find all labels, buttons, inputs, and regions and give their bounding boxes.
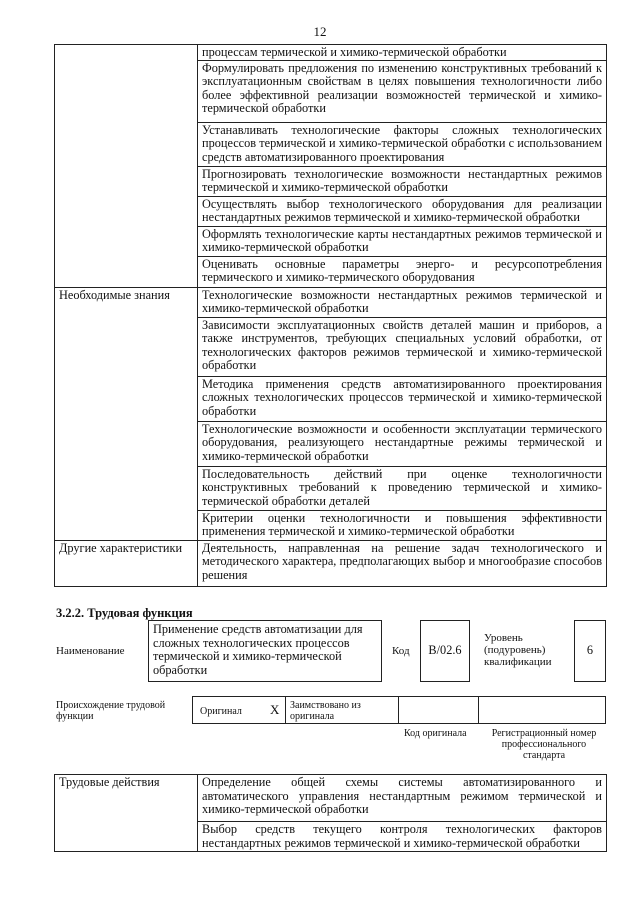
origin-box <box>192 696 606 724</box>
knowledge-cell: Зависимости эксплуатационных свойств деталей машин и приборов, а также инструментов, требующих специальных условий обработки, от технологических факторов режимов термической и химико-термической обработки <box>198 317 607 376</box>
knowledge-cell: Методика применения средств автоматизированного проектирования сложных технологических процессов термической и химико-термической обработки <box>198 376 607 421</box>
code-value: B/02.6 <box>420 620 470 682</box>
knowledge-cell: Критерии оценки технологичности и повышения эффективности применения термической и химико-термической обработки <box>198 510 607 540</box>
skill-cell: Устанавливать технологические факторы сложных технологических процессов термической и химико-термической обработки с использованием средств автоматизированного проектирования <box>198 122 607 166</box>
knowledge-cell: Технологические возможности и особенности эксплуатации термического оборудования, реализующего нестандартные режимы термической и химико-термической обработки <box>198 421 607 466</box>
code-label: Код <box>392 645 410 657</box>
origin-label: Происхождение трудовой функции <box>56 700 166 722</box>
action-cell: Определение общей схемы системы автоматизированного и автоматического управления нестандартным режимом термической и химико-термической обработки <box>198 775 607 822</box>
original-mark: X <box>270 702 280 717</box>
skill-cell: Оценивать основные параметры энерго- и ресурсопотребления термического и химико-термического оборудования <box>198 256 607 287</box>
other-cell: Деятельность, направленная на решение задач технологического и методического характера, предполагающих выбор и многообразие способов решения <box>198 540 607 586</box>
divider <box>478 696 479 724</box>
skill-cell: процессам термической и химико-термической обработки <box>198 45 607 61</box>
original-label: Оригинал <box>200 706 242 717</box>
empty-label-cell <box>55 45 198 288</box>
action-cell: Выбор средств текущего контроля технологических факторов нестандартных режимов термической и химико-термической обработки <box>198 822 607 852</box>
actions-label: Трудовые действия <box>55 775 198 852</box>
skill-cell: Формулировать предложения по изменению конструктивных требований к эксплуатационным свойствам в целях повышения технологичности либо более эффективной реализации возможностей термической и химико-термической обработки <box>198 60 607 122</box>
borrowed-label: Заимствовано из оригинала <box>290 700 361 722</box>
labor-actions-table <box>54 774 607 852</box>
skill-cell: Оформлять технологические карты нестандартных режимов термической и химико-термической обработки <box>198 226 607 256</box>
skills-knowledge-table <box>54 44 607 587</box>
knowledge-label: Необходимые знания <box>55 287 198 540</box>
divider <box>398 696 399 724</box>
skill-cell: Осуществлять выбор технологического оборудования для реализации нестандартных режимов термической и химико-термической обработки <box>198 196 607 226</box>
name-label: Наименование <box>56 645 125 657</box>
divider <box>285 696 286 724</box>
origin-code-caption: Код оригинала <box>404 728 467 739</box>
level-label: Уровень (подуровень) квалификации <box>484 632 552 668</box>
section-heading: 3.2.2. Трудовая функция <box>56 606 193 620</box>
page-number: 12 <box>313 24 327 39</box>
reg-number-caption: Регистрационный номер профессионального стандарта <box>491 728 597 761</box>
other-label: Другие характеристики <box>55 540 198 586</box>
knowledge-cell: Последовательность действий при оценке технологичности конструктивных требований к проведению термической и химико-термической обработки деталей <box>198 466 607 510</box>
level-value: 6 <box>574 620 606 682</box>
knowledge-cell: Технологические возможности нестандартных режимов термической и химико-термической обработки <box>198 287 607 317</box>
name-value: Применение средств автоматизации для сложных технологических процессов термической и химико-термической обработки <box>148 620 382 682</box>
skill-cell: Прогнозировать технологические возможности нестандартных режимов термической и химико-термической обработки <box>198 166 607 196</box>
